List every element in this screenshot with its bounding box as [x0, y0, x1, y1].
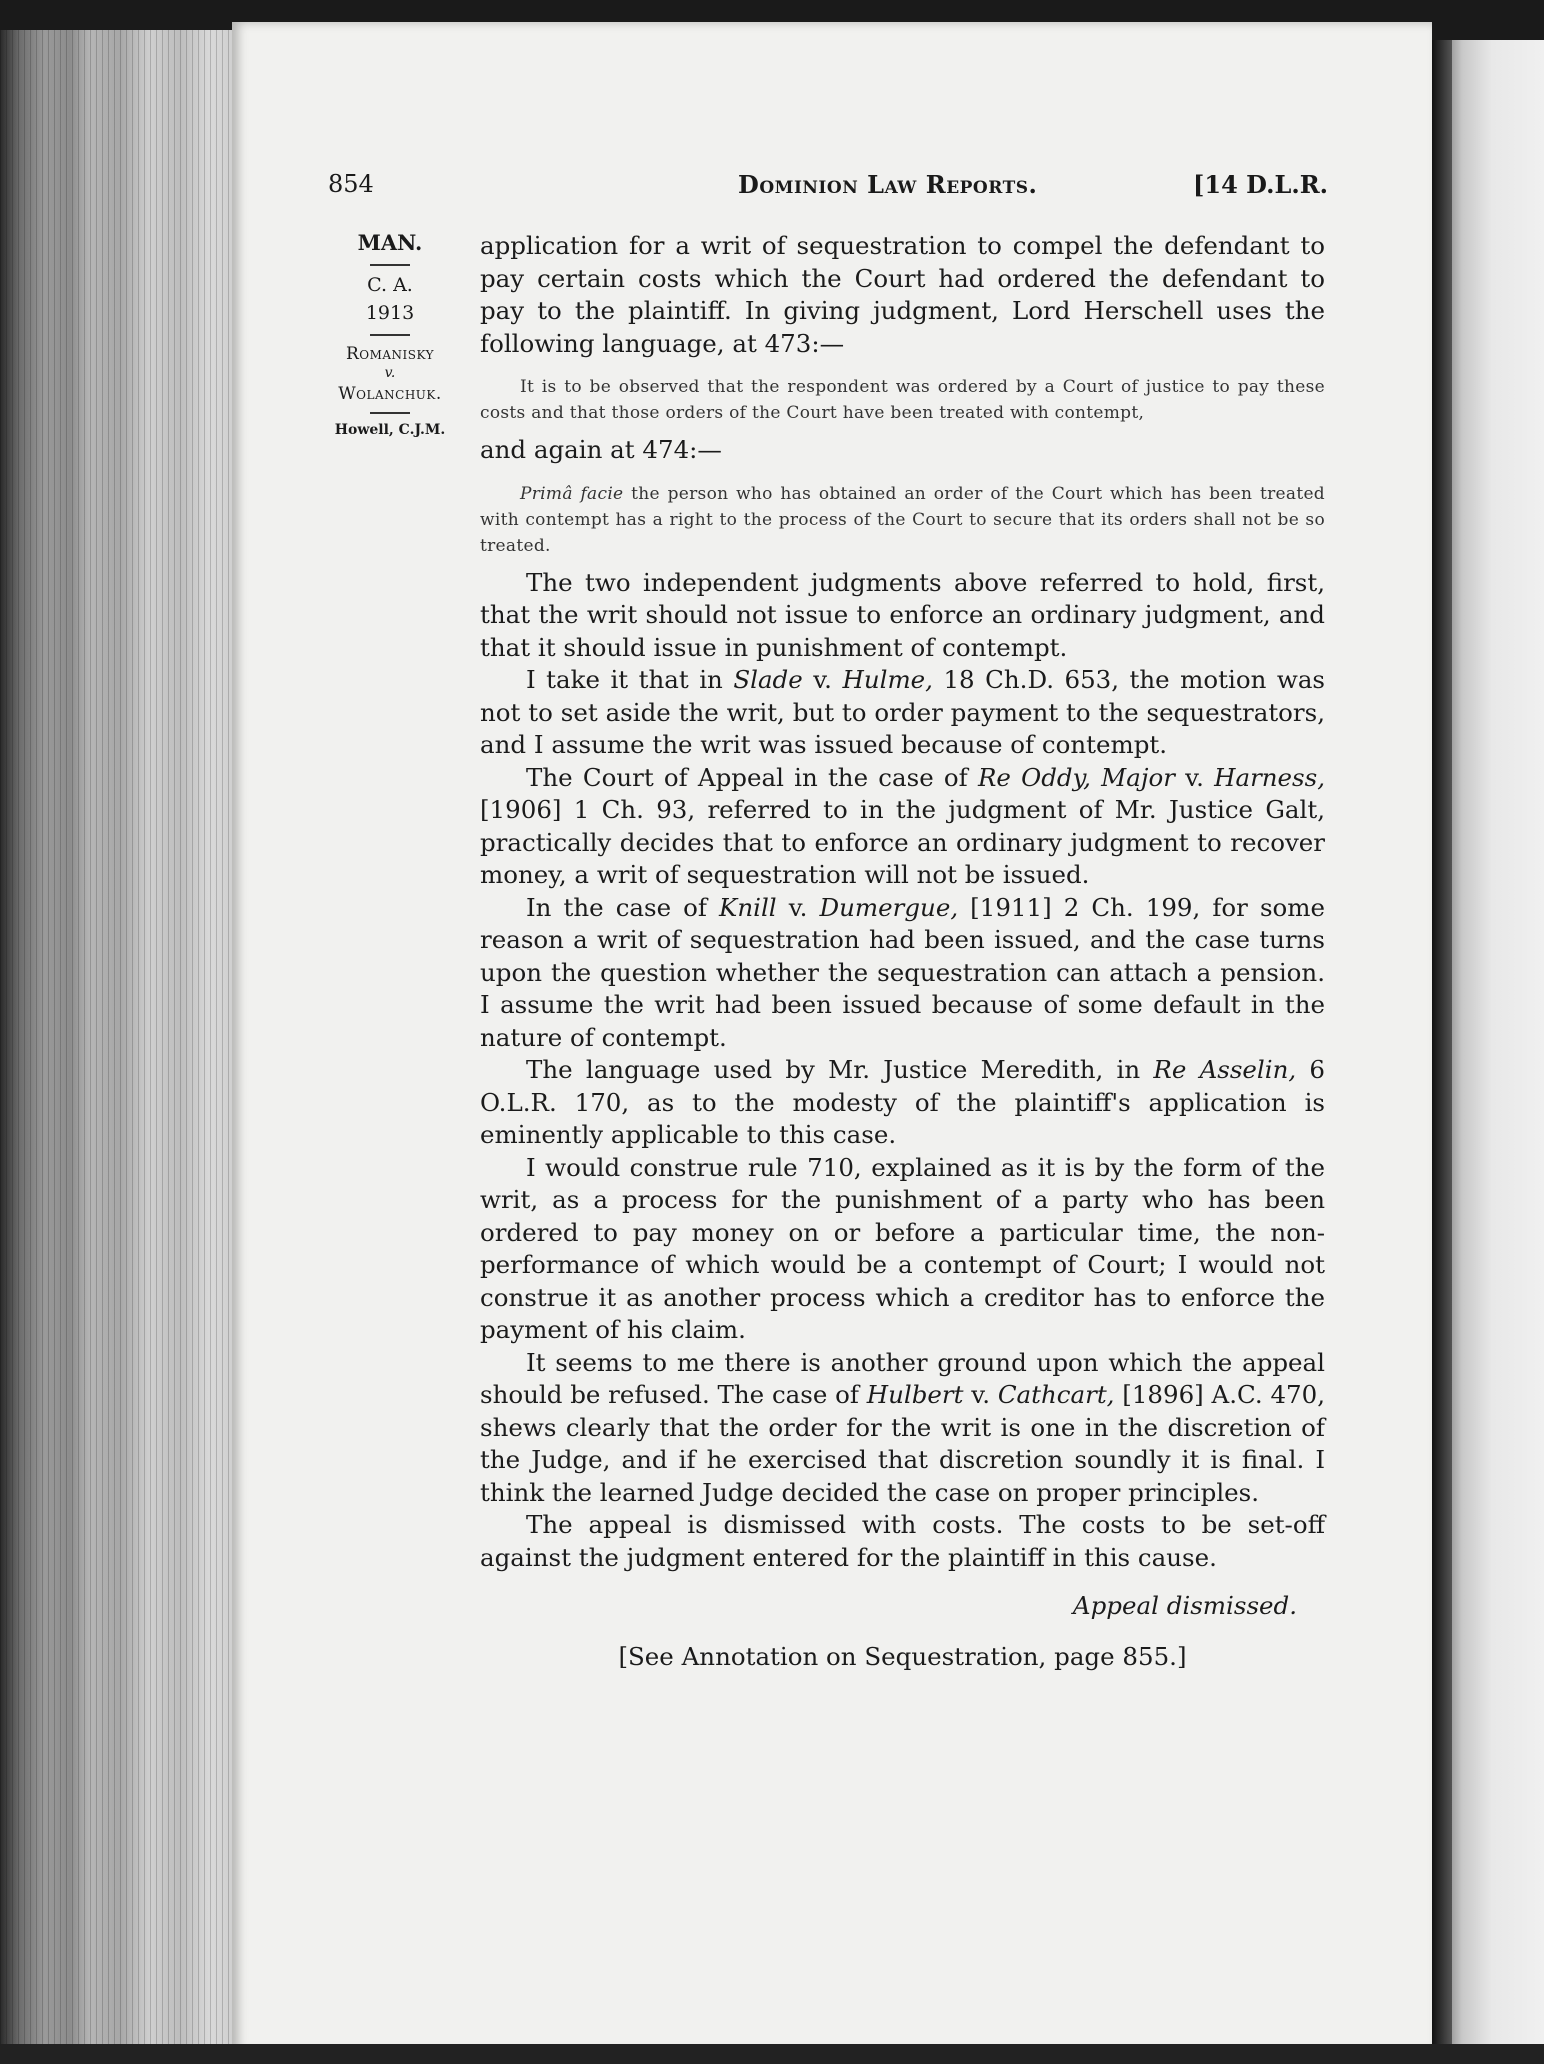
page-edge-lines	[0, 30, 235, 2060]
text-run: [1896] A.C. 470, shews clearly that the order for the writ is one in the discretion of the Judge, and if he exercised that discretion soundly it is final. I think the learned Judge decided the case on proper principles.	[480, 1380, 1325, 1507]
case-name: Hulbert	[866, 1380, 964, 1409]
paragraph	[480, 664, 1325, 762]
paragraph	[480, 1054, 1325, 1152]
annotation-reference: [See Annotation on Sequestration, page 855.]	[618, 1641, 1187, 1671]
case-year: 1913	[365, 301, 415, 324]
paragraph	[480, 892, 1325, 1055]
text-run: 6 O.L.R. 170, as to the modesty of the plaintiff's application is eminently applicable to this case.	[480, 1055, 1325, 1149]
gutter-shadow	[1432, 40, 1452, 2060]
versus-label: v.	[384, 365, 396, 382]
case-name: Slade	[733, 665, 803, 694]
paragraph: and again at 474:—	[480, 435, 722, 464]
text-run: 18 Ch.D. 653, the motion was not to set aside the writ, but to order payment to the sequestrators, and I assume the writ was issued because of contempt.	[480, 665, 1325, 759]
disposition: Appeal dismissed.	[1072, 1591, 1297, 1620]
judgment-text	[480, 230, 1325, 1673]
party-defendant: Wolanchuk.	[338, 383, 442, 404]
court-province: MAN.	[357, 230, 423, 255]
case-name: Re Asselin,	[1153, 1055, 1297, 1084]
volume-reference: [14 D.L.R.	[1193, 170, 1328, 199]
page-number: 854	[328, 170, 374, 198]
quotation: It is to be observed that the respondent was ordered by a Court of justice to pay these costs and that those orders of the Court have been treated with contempt,	[480, 377, 1325, 423]
case-name: Hulme,	[842, 665, 933, 694]
text-run: The Court of Appeal in the case of	[526, 762, 978, 792]
text-run: It seems to me there is another ground upon which the appeal should be refused. The case of	[480, 1347, 1325, 1409]
margin-notes	[320, 228, 460, 441]
margin-rule	[370, 412, 410, 414]
facing-page-edge	[1432, 40, 1544, 2060]
text-run: In the case of	[526, 892, 720, 922]
text-run: [1911] 2 Ch. 199, for some reason a writ of sequestration had been issued, and the case turns upon the question whether the sequestration can attach a pension. I assume the writ had been issued because of some default in the nature of contempt.	[480, 892, 1325, 1052]
text-run: v.	[802, 665, 843, 694]
paragraph: I would construe rule 710, explained as it is by the form of the writ, as a process for the punishment of a party who has been ordered to pay money on or before a particular time, the non-performance of which would be a contempt of Court; I would not construe it as another process which a creditor has to enforce the payment of his claim.	[480, 1152, 1325, 1344]
paragraph: The two independent judgments above referred to hold, first, that the writ should not issue to enforce an ordinary judgment, and that it should issue in punishment of contempt.	[480, 567, 1325, 662]
judge-name: Howell, C.J.M.	[334, 422, 446, 439]
paragraph	[480, 1347, 1325, 1510]
text-run: v.	[963, 1380, 998, 1409]
latin-phrase: Primâ facie	[520, 483, 624, 504]
party-plaintiff: Romanisky	[345, 343, 435, 364]
paragraph: The appeal is dismissed with costs. The costs to be set-off against the judgment entered for the plaintiff in this cause.	[480, 1510, 1325, 1572]
text-run: v.	[776, 892, 820, 922]
court-division: C. A.	[367, 274, 413, 297]
case-name: Re Oddy, Major	[977, 762, 1175, 792]
text-run: I take it that in	[526, 665, 734, 694]
text-run: v.	[1174, 762, 1215, 792]
report-title: Dominion Law Reports.	[738, 170, 1038, 199]
paragraph: application for a writ of sequestration to compel the defendant to pay certain costs which the Court had ordered the defendant to pay to the plaintiff. In giving judgment, Lord Herschell uses the following language, at 473:—	[480, 231, 1325, 358]
text-run: [1906] 1 Ch. 93, referred to in the judgment of Mr. Justice Galt, practically decides that to enforce an ordinary judgment to recover money, a writ of sequestration will not be issued.	[480, 795, 1325, 889]
running-header	[328, 170, 1328, 210]
text-run: The language used by Mr. Justice Meredith, in	[526, 1055, 1154, 1084]
quotation	[480, 481, 1325, 559]
case-name: Cathcart,	[997, 1380, 1115, 1409]
case-name: Knill	[719, 892, 777, 922]
paragraph	[480, 762, 1325, 892]
margin-rule	[370, 264, 410, 266]
quotation-text: the person who has obtained an order of the Court which has been treated with contempt has a right to the process of the Court to secure that its orders shall not be so treated.	[480, 483, 1325, 556]
bottom-shadow	[0, 2044, 1544, 2064]
margin-rule	[370, 334, 410, 336]
case-name: Harness,	[1214, 762, 1325, 792]
case-name: Dumergue,	[819, 892, 959, 922]
